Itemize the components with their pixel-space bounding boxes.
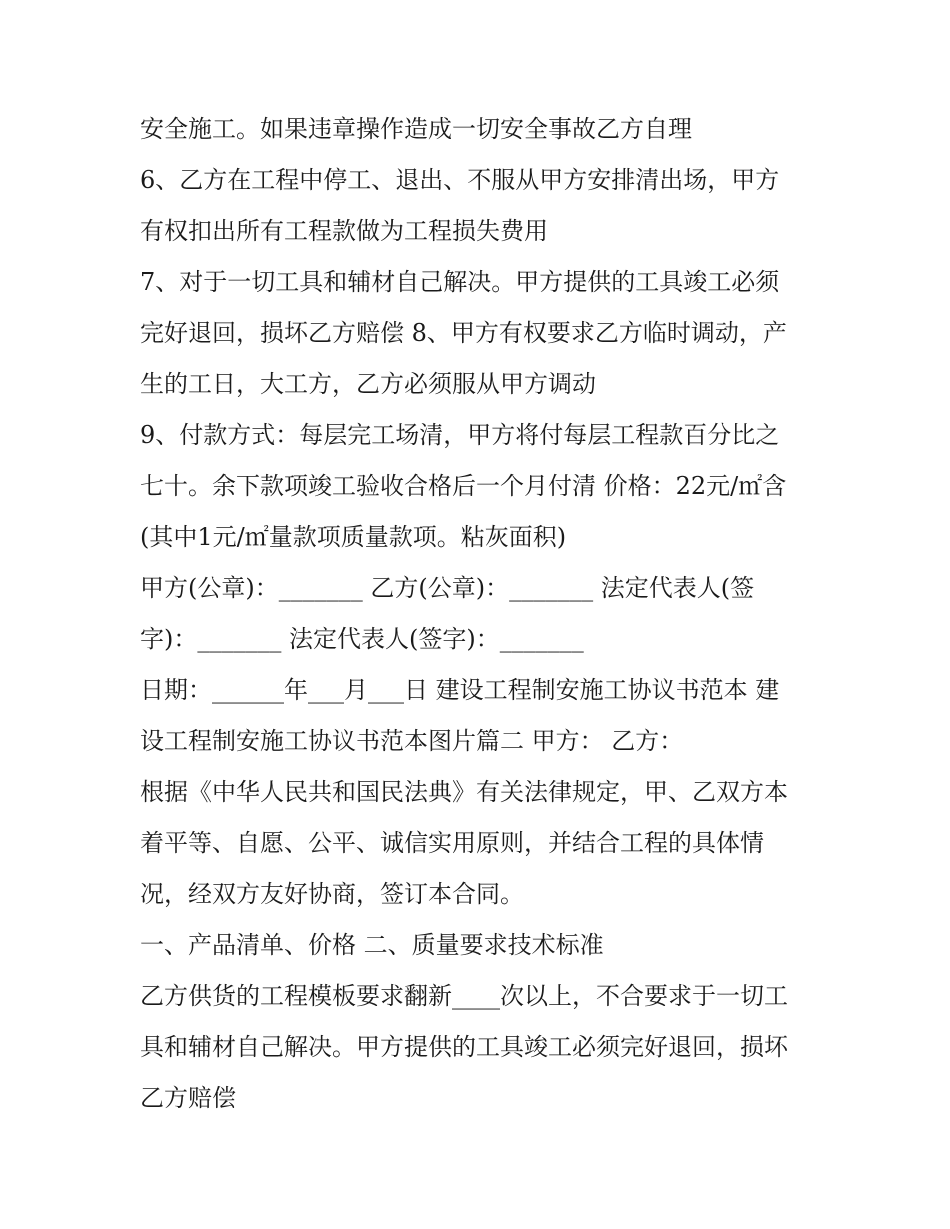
text-line: 6、乙方在工程中停工、退出、不服从甲方安排清出场，甲方	[140, 166, 780, 194]
text-line: 甲方(公章)：_______ 乙方(公章)：_______ 法定代表人(签	[140, 574, 755, 602]
text-line: 乙方供货的工程模板要求翻新____次以上，不合要求于一切工	[140, 982, 788, 1010]
text-line: (其中1元/㎡量款项质量款项。粘灰面积)	[140, 523, 567, 551]
text-line: 七十。余下款项竣工验收合格后一个月付清 价格：22元/㎡含	[140, 472, 787, 500]
text-line: 乙方赔偿	[140, 1084, 236, 1112]
text-line: 字)：_______ 法定代表人(签字)：_______	[140, 625, 584, 653]
text-line: 安全施工。如果违章操作造成一切安全事故乙方自理	[140, 115, 692, 143]
text-line: 况，经双方友好协商，签订本合同。	[140, 880, 524, 908]
text-line: 一、产品清单、价格 二、质量要求技术标准	[140, 931, 604, 959]
text-line: 有权扣出所有工程款做为工程损失费用	[140, 217, 548, 245]
text-line: 完好退回，损坏乙方赔偿 8、甲方有权要求乙方临时调动，产	[140, 319, 787, 347]
text-line: 7、对于一切工具和辅材自己解决。甲方提供的工具竣工必须	[140, 268, 780, 296]
text-line: 着平等、自愿、公平、诚信实用原则，并结合工程的具体情	[140, 829, 764, 857]
text-line: 根据《中华人民共和国民法典》有关法律规定，甲、乙双方本	[140, 778, 788, 806]
text-line: 9、付款方式：每层完工场清，甲方将付每层工程款百分比之	[140, 421, 780, 449]
document-body	[140, 104, 840, 1124]
text-line: 生的工日，大工方，乙方必须服从甲方调动	[140, 370, 596, 398]
text-line: 具和辅材自己解决。甲方提供的工具竣工必须完好退回，损坏	[140, 1033, 788, 1061]
text-line: 日期：______年___月___日 建设工程制安施工协议书范本 建	[140, 676, 780, 704]
text-line: 设工程制安施工协议书范本图片篇二 甲方： 乙方：	[140, 727, 684, 755]
